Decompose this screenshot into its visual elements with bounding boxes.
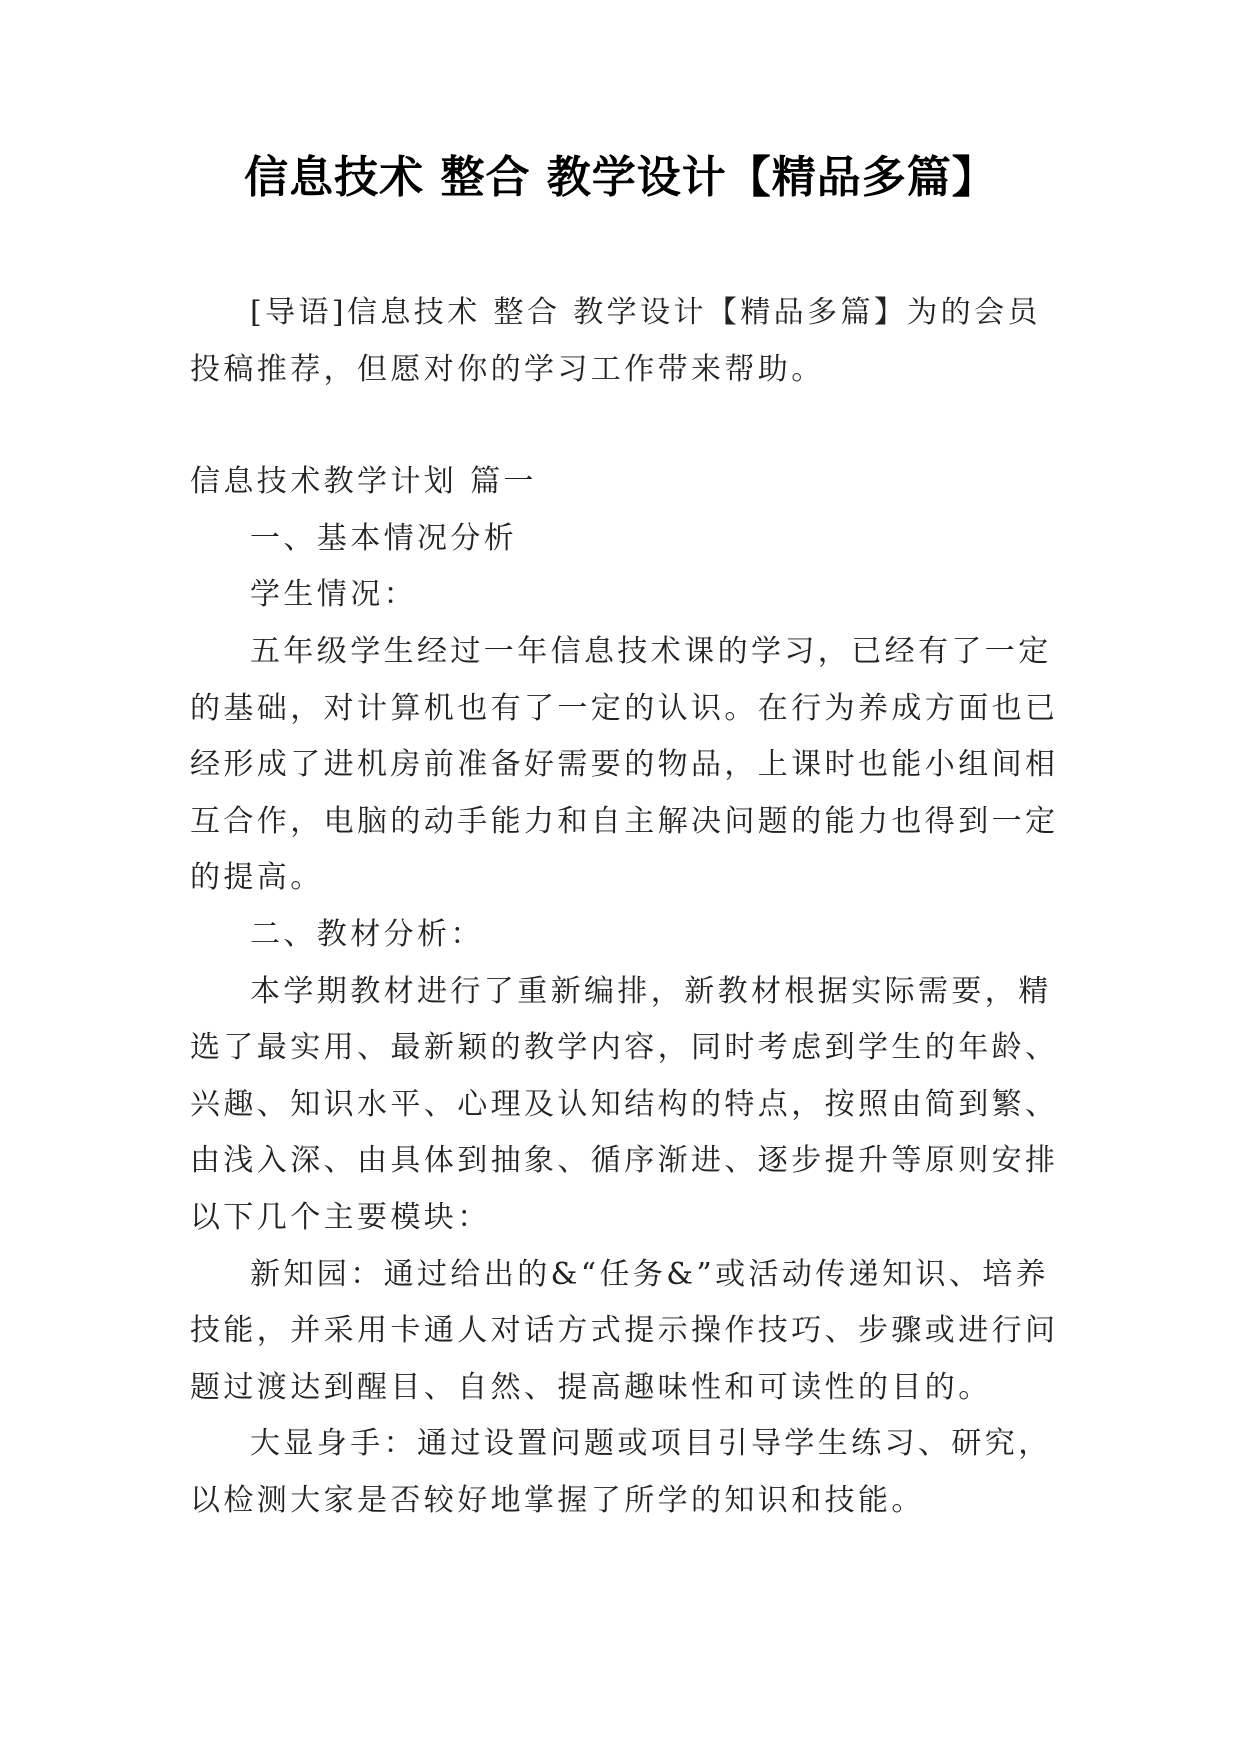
body-paragraph: 五年级学生经过一年信息技术课的学习，已经有了一定的基础，对计算机也有了一定的认识。在行为养成方面也已经形成了进机房前准备好需要的物品，上课时也能小组间相互合作，电脑的动手能力和自主解决问题的能力也得到一定的提高。 — [190, 633, 1059, 896]
intro-paragraph: [导语]信息技术 整合 教学设计【精品多篇】为的会员投稿推荐，但愿对你的学习工作带来帮助。 — [190, 295, 1041, 387]
document-title: 信息技术 整合 教学设计【精品多篇】 — [244, 152, 997, 203]
subsection-heading: 二、教材分析： — [250, 916, 484, 952]
subsection-label: 学生情况： — [250, 577, 417, 613]
section-heading: 信息技术教学计划 篇一 — [190, 464, 537, 500]
body-paragraph: 本学期教材进行了重新编排，新教材根据实际需要，精选了最实用、最新颖的教学内容，同时考虑到学生的年龄、兴趣、知识水平、心理及认知结构的特点，按照由简到繁、由浅入深、由具体到抽象、循序渐进、逐步提升等原则安排以下几个主要模块： — [190, 973, 1059, 1235]
body-paragraph: 大显身手：通过设置问题或项目引导学生练习、研究，以检测大家是否较好地掌握了所学的知识和技能。 — [190, 1426, 1052, 1518]
body-paragraph: 新知园：通过给出的&“任务&”或活动传递知识、培养技能，并采用卡通人对话方式提示操作技巧、步骤或进行问题过渡达到醒目、自然、提高趣味性和可读性的目的。 — [190, 1256, 1059, 1405]
subsection-heading: 一、基本情况分析 — [250, 520, 518, 556]
document-body — [190, 285, 1070, 1529]
